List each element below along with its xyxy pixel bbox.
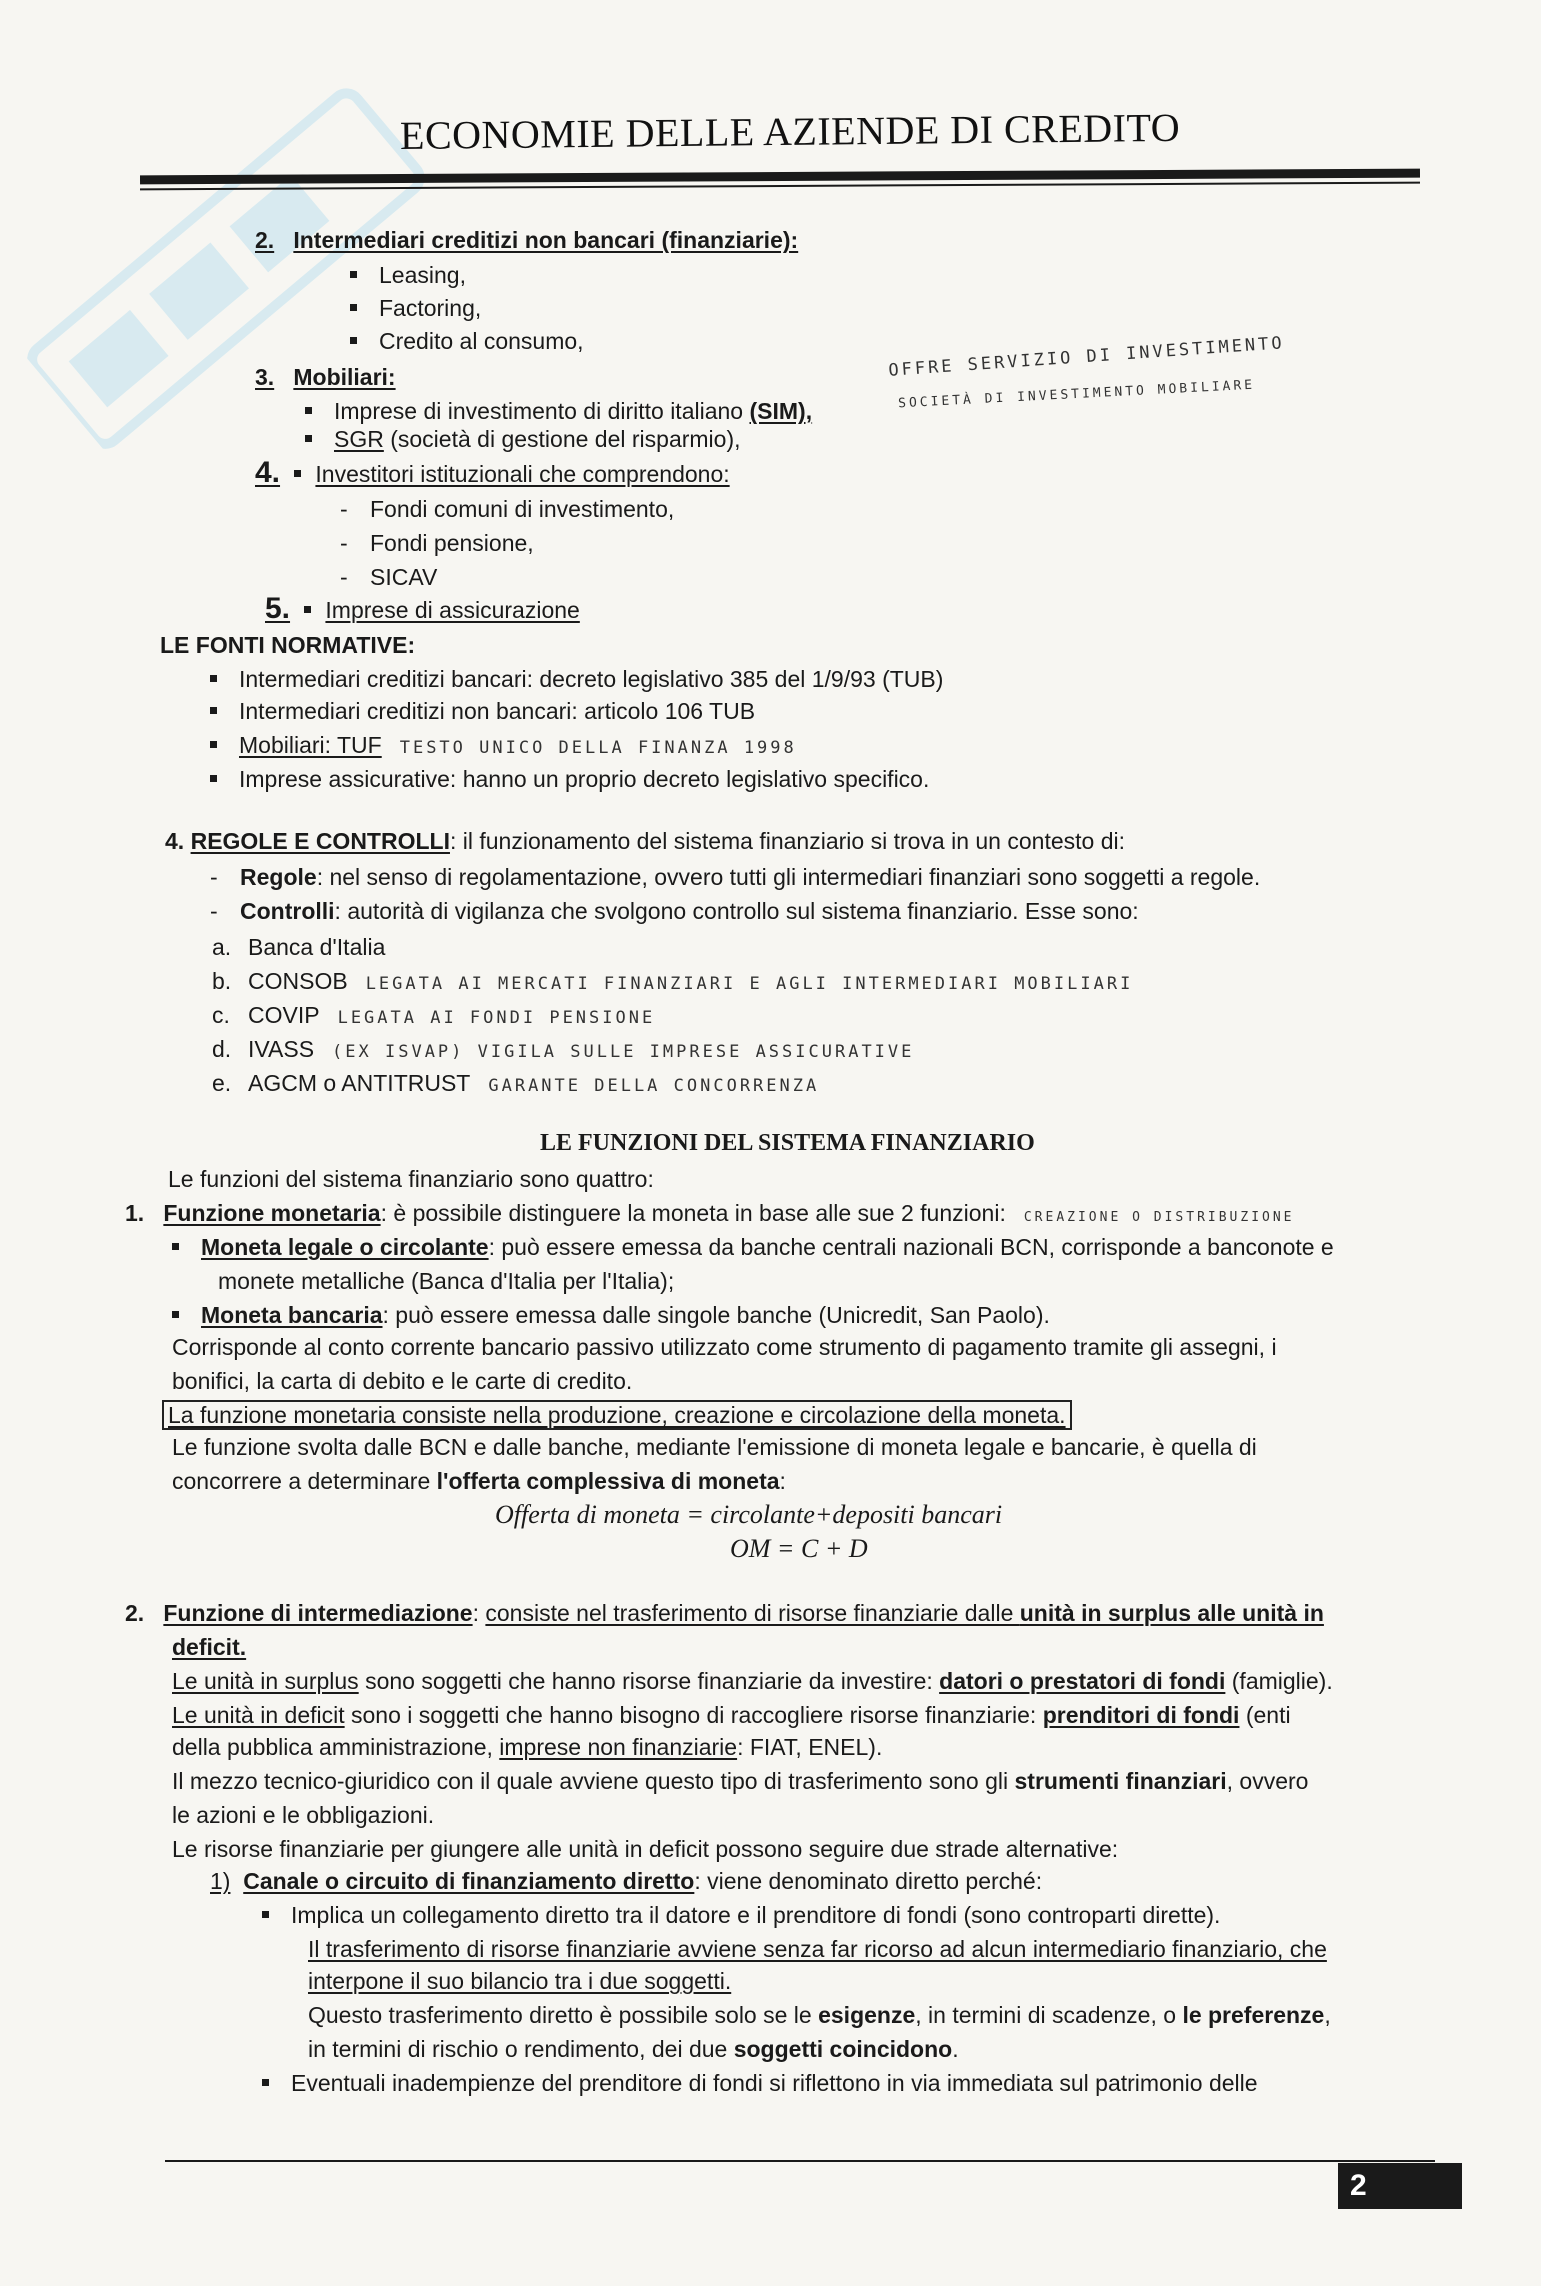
list-item: - Fondi comuni di investimento, (340, 496, 675, 522)
formula: Offerta di moneta = circolante+depositi bancari (495, 1500, 1003, 1529)
list-item: Imprese di investimento di diritto italiano (SIM), (305, 396, 812, 426)
paragraph: Il trasferimento di risorse finanziarie avviene senza far ricorso ad alcun intermediario finanziario, che (308, 1936, 1327, 1962)
list-item: Factoring, (350, 293, 481, 323)
paragraph: della pubblica amministrazione, imprese non finanziarie: FIAT, ENEL). (172, 1734, 883, 1760)
list-item: Credito al consumo, (350, 326, 584, 356)
list-item: Leasing, (350, 260, 466, 290)
section-label: Imprese di assicurazione (325, 597, 580, 623)
list-item: - Fondi pensione, (340, 530, 534, 556)
list-item: Implica un collegamento diretto tra il datore e il prenditore di fondi (sono controparti dirette). (262, 1900, 1220, 1930)
list-item: - Regole: nel senso di regolamentazione, ovvero tutti gli intermediari finanziari sono soggetti a regole. (210, 864, 1261, 890)
paragraph: Questo trasferimento diretto è possibile solo se le esigenze, in termini di scadenze, o le preferenze, (308, 2002, 1331, 2028)
paragraph: interpone il suo bilancio tra i due soggetti. (308, 1968, 732, 1994)
list-item: Moneta bancaria: può essere emessa dalle singole banche (Unicredit, San Paolo). (172, 1300, 1050, 1330)
handwritten-note: CREAZIONE O DISTRIBUZIONE (1023, 1210, 1295, 1225)
footer-rule (165, 2160, 1435, 2162)
list-item: SGR (società di gestione del risparmio), (305, 424, 741, 454)
page-title: ECONOMIE DELLE AZIENDE DI CREDITO (399, 104, 1181, 158)
section-label: Intermediari creditizi non bancari (finanziarie): (293, 227, 799, 253)
paragraph: 1. Funzione monetaria: è possibile distinguere la moneta in base alle sue 2 funzioni: CREAZIONE O DISTRIBUZIONE (125, 1200, 1295, 1226)
paragraph: Le funzioni del sistema finanziario sono quattro: (168, 1166, 654, 1192)
paragraph: le azioni e le obbligazioni. (172, 1802, 435, 1828)
paragraph: Le unità in deficit sono i soggetti che hanno bisogno di raccogliere risorse finanziarie: prenditori di fondi (enti (172, 1702, 1291, 1728)
handwritten-note: LEGATA AI FONDI PENSIONE (337, 1008, 656, 1028)
list-item: c. COVIP LEGATA AI FONDI PENSIONE (212, 1002, 656, 1028)
paragraph: Le unità in surplus sono soggetti che hanno risorse finanziarie da investire: datori o prestatori di fondi (famiglie). (172, 1668, 1333, 1694)
handwritten-note: GARANTE DELLA CONCORRENZA (488, 1076, 820, 1096)
list-item: Mobiliari: TUF TESTO UNICO DELLA FINANZA 1998 (210, 730, 797, 763)
list-item: 1) Canale o circuito di finanziamento diretto: viene denominato diretto perché: (210, 1868, 1043, 1894)
section-label: Funzione monetaria (163, 1200, 381, 1226)
list-item: - SICAV (340, 564, 438, 590)
paragraph: Le risorse finanziarie per giungere alle unità in deficit possono seguire due strade alternative: (172, 1836, 1119, 1862)
paragraph: Le funzione svolta dalle BCN e dalle banche, mediante l'emissione di moneta legale e bancarie, è quella di (172, 1434, 1257, 1460)
list-item: b. CONSOB LEGATA AI MERCATI FINANZIARI E AGLI INTERMEDIARI MOBILIARI (212, 968, 1134, 994)
paragraph: 2. Funzione di intermediazione: consiste nel trasferimento di risorse finanziarie dalle unità in surplus alle unità in (125, 1600, 1324, 1626)
list-item: Eventuali inadempienze del prenditore di fondi si riflettono in via immediata sul patrimonio delle (262, 2068, 1258, 2098)
section-heading: LE FUNZIONI DEL SISTEMA FINANZIARIO (540, 1130, 1035, 1156)
list-item: d. IVASS (EX ISVAP) VIGILA SULLE IMPRESE ASSICURATIVE (212, 1036, 915, 1062)
list-marker: 2. (255, 227, 275, 253)
handwritten-note: LEGATA AI MERCATI FINANZIARI E AGLI INTERMEDIARI MOBILIARI (365, 974, 1134, 994)
paragraph: Corrisponde al conto corrente bancario passivo utilizzato come strumento di pagamento tramite gli assegni, i (172, 1334, 1277, 1360)
list-item: 3. Mobiliari: (255, 364, 396, 390)
list-item: a. Banca d'Italia (212, 934, 386, 960)
list-item: - Controlli: autorità di vigilanza che svolgono controllo sul sistema finanziario. Esse sono: (210, 898, 1139, 924)
handwritten-note: OFFRE SERVIZIO DI INVESTIMENTO (887, 333, 1286, 381)
paragraph: concorrere a determinare l'offerta complessiva di moneta: (172, 1468, 786, 1494)
section-label: Funzione di intermediazione (163, 1600, 473, 1626)
handwritten-note: SOCIETÀ DI INVESTIMENTO MOBILIARE (897, 377, 1256, 412)
list-item: 4. Investitori istituzionali che comprendono: (255, 456, 730, 489)
list-item (255, 225, 798, 255)
handwritten-note: TESTO UNICO DELLA FINANZA 1998 (399, 738, 797, 758)
paragraph: in termini di rischio o rendimento, dei due soggetti coincidono. (308, 2036, 959, 2062)
paragraph: bonifici, la carta di debito e le carte di credito. (172, 1368, 633, 1394)
page-number: 2 (1338, 2163, 1462, 2209)
paragraph: 4. REGOLE E CONTROLLI: il funzionamento del sistema finanziario si trova in un contesto di: (165, 828, 1125, 854)
list-item: Intermediari creditizi bancari: decreto legislativo 385 del 1/9/93 (TUB) (210, 664, 943, 694)
list-item: Moneta legale o circolante: può essere emessa da banche centrali nazionali BCN, corrisponde a banconote e (172, 1232, 1334, 1262)
list-item: e. AGCM o ANTITRUST GARANTE DELLA CONCORRENZA (212, 1070, 820, 1096)
list-item: Imprese assicurative: hanno un proprio decreto legislativo specifico. (210, 764, 929, 794)
paragraph: deficit. (172, 1634, 247, 1660)
list-item: 5. Imprese di assicurazione (265, 592, 580, 625)
paragraph: Il mezzo tecnico-giuridico con il quale avviene questo tipo di trasferimento sono gli strumenti finanziari, ovvero (172, 1768, 1309, 1794)
section-label: Investitori istituzionali che comprendono: (315, 461, 730, 487)
boxed-definition: La funzione monetaria consiste nella produzione, creazione e circolazione della moneta. (162, 1400, 1072, 1430)
formula: OM = C + D (730, 1534, 868, 1563)
list-item: Intermediari creditizi non bancari: articolo 106 TUB (210, 696, 755, 726)
section-label: REGOLE E CONTROLLI (190, 828, 450, 854)
paragraph: monete metalliche (Banca d'Italia per l'Italia); (218, 1268, 675, 1294)
section-heading: LE FONTI NORMATIVE: (160, 632, 416, 658)
section-label: Mobiliari: (293, 364, 396, 390)
handwritten-note: (EX ISVAP) VIGILA SULLE IMPRESE ASSICURATIVE (332, 1042, 915, 1062)
